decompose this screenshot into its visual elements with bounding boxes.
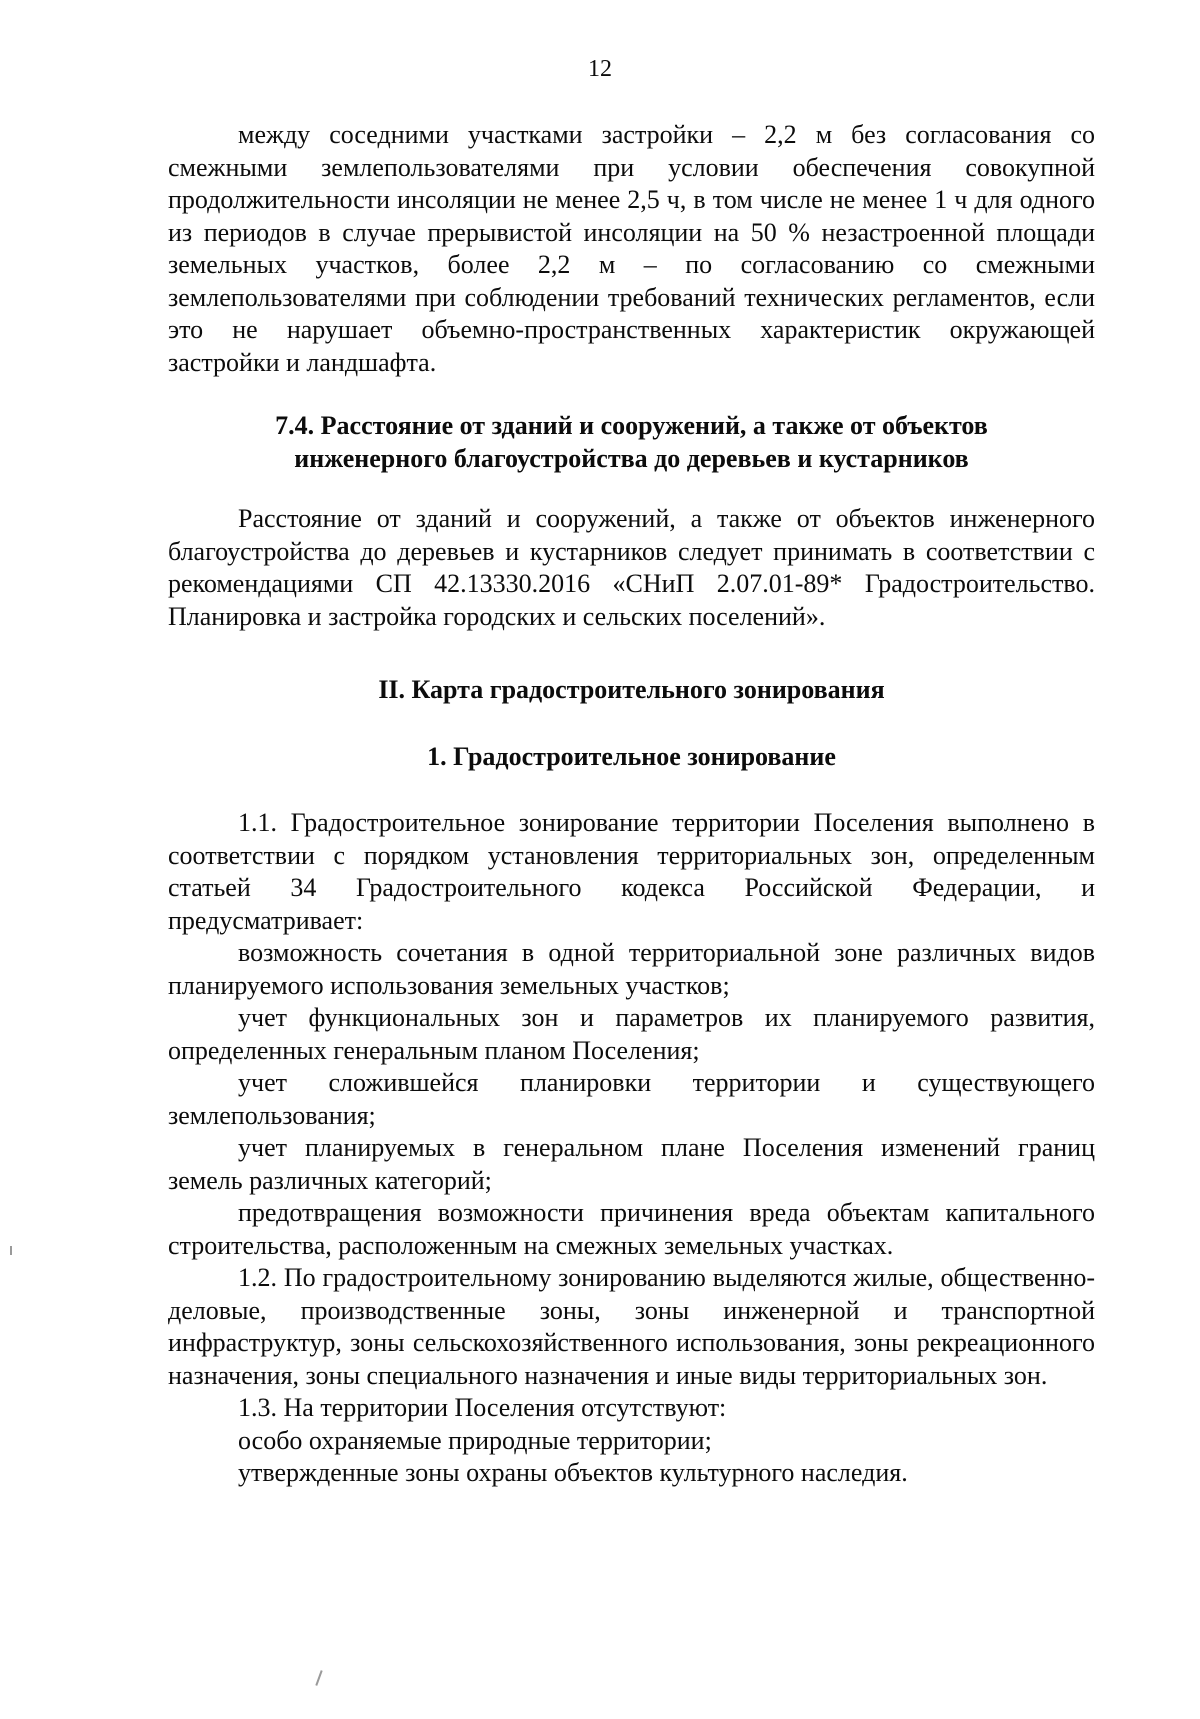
list-item-1-1-d: учет планируемых в генеральном плане Поселения изменений границ земель различных категорий; — [168, 1133, 1095, 1195]
page-number: 12 — [588, 56, 612, 82]
page-content — [168, 119, 1095, 1490]
list-item-1-3-a: особо охраняемые природные территории; — [238, 1425, 712, 1455]
paragraph-1-2: 1.2. По градостроительному зонированию выделяются жилые, общественно-деловые, производственные зоны, зоны инженерной и транспортной инфраструктур, зоны сельскохозяйственного использования, зоны рекреационного назначения, зоны специального назначения и иные виды территориальных зон. — [168, 1263, 1095, 1390]
paragraph-7-4: Расстояние от зданий и сооружений, а также от объектов инженерного благоустройства до деревьев и кустарников следует принимать в соответствии с рекомендациями СП 42.13330.2016 «СНиП 2.07.01-89* Градостроительство. Планировка и застройка городских и сельских поселений». — [168, 504, 1095, 631]
list-item-1-1-c: учет сложившейся планировки территории и существующего землепользования; — [168, 1068, 1095, 1130]
section-heading-7-4 — [168, 410, 1095, 475]
section-heading-7-4-line-2: инженерного благоустройства до деревьев и кустарников — [294, 443, 969, 473]
paragraph-intro: между соседними участками застройки – 2,2 м без согласования со смежными землепользователями при условии обеспечения совокупной продолжительности инсоляции не менее 2,5 ч, в том числе не менее 1 ч для одного из периодов в случае прерывистой инсоляции на 50 % незастроенной площади земельных участков, более 2,2 м – по согласованию со смежными землепользователями при соблюдении требований технических регламентов, если это не нарушает объемно-пространственных характеристик окружающей застройки и ландшафта. — [168, 120, 1095, 377]
scan-speck — [10, 1246, 12, 1255]
paragraph-1-3: 1.3. На территории Поселения отсутствуют: — [238, 1393, 727, 1422]
part-heading-2: II. Карта градостроительного зонирования — [378, 675, 885, 704]
list-item-1-1-b: учет функциональных зон и параметров их планируемого развития, определенных генеральным планом Поселения; — [168, 1003, 1095, 1065]
list-item-1-3-b: утвержденные зоны охраны объектов культурного наследия. — [238, 1458, 908, 1487]
list-item-1-1-e: предотвращения возможности причинения вреда объектам капитального строительства, расположенным на смежных земельных участках. — [168, 1198, 1095, 1260]
scan-speck — [315, 1670, 322, 1686]
paragraph-1-1: 1.1. Градостроительное зонирование территории Поселения выполнено в соответствии с порядком установления территориальных зон, определенным статьей 34 Градостроительного кодекса Российской Федерации, и предусматривает: — [168, 808, 1095, 935]
list-item-1-1-a: возможность сочетания в одной территориальной зоне различных видов планируемого использования земельных участков; — [168, 938, 1095, 1000]
section-heading-7-4-line-1: 7.4. Расстояние от зданий и сооружений, а также от объектов — [275, 411, 988, 440]
section-heading-1: 1. Градостроительное зонирование — [427, 741, 836, 771]
